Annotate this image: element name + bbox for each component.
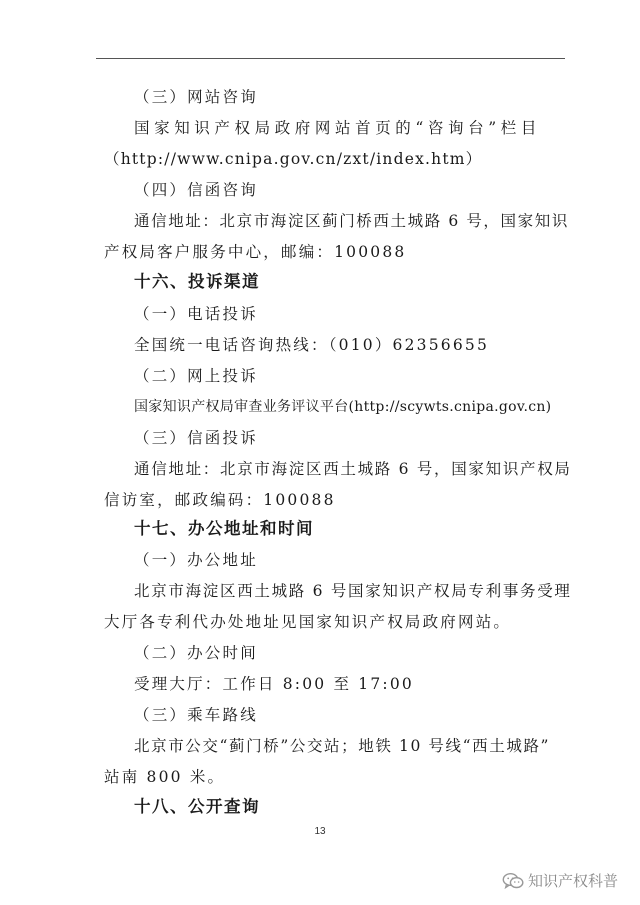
subheading-online-complaint: （二）网上投诉 xyxy=(134,367,258,385)
paragraph-line: 北京市海淀区西土城路 6 号国家知识产权局专利事务受理 xyxy=(134,582,572,600)
subheading-office-hours: （二）办公时间 xyxy=(134,644,258,662)
paragraph-line: 北京市公交“蓟门桥”公交站；地铁 10 号线“西土城路” xyxy=(134,737,551,755)
paragraph-line: 产权局客户服务中心，邮编：100088 xyxy=(104,243,407,261)
header-rule xyxy=(96,58,565,59)
watermark-text: 知识产权科普 xyxy=(527,872,618,890)
section-heading-16: 十六、投诉渠道 xyxy=(134,272,260,291)
paragraph-line-url: 国家知识产权局审查业务评议平台(http://scywts.cnipa.gov.cn) xyxy=(134,399,552,415)
section-heading-17: 十七、办公地址和时间 xyxy=(134,519,314,538)
paragraph-line: 受理大厅：工作日 8:00 至 17:00 xyxy=(134,675,414,693)
subheading-letter-consult: （四）信函咨询 xyxy=(134,181,258,199)
subheading-website-consult: （三）网站咨询 xyxy=(134,88,258,106)
subheading-transport: （三）乘车路线 xyxy=(134,706,258,724)
section-heading-18: 十八、公开查询 xyxy=(134,797,260,816)
paragraph-line: 通信地址：北京市海淀区西土城路 6 号，国家知识产权局 xyxy=(134,460,572,478)
subheading-office-address: （一）办公地址 xyxy=(134,551,258,569)
paragraph-line: 通信地址：北京市海淀区蓟门桥西土城路 6 号，国家知识 xyxy=(134,212,569,230)
subheading-phone-complaint: （一）电话投诉 xyxy=(134,305,258,323)
paragraph-line: 大厅各专利代办处地址见国家知识产权局政府网站。 xyxy=(104,613,512,631)
subheading-letter-complaint: （三）信函投诉 xyxy=(134,429,258,447)
paragraph-line: 站南 800 米。 xyxy=(104,768,226,786)
paragraph-line: 全国统一电话咨询热线：（010）62356655 xyxy=(134,336,490,354)
page-number: 13 xyxy=(314,826,326,837)
paragraph-line: 国家知识产权局政府网站首页的“咨询台”栏目 xyxy=(134,119,541,137)
watermark xyxy=(502,870,618,891)
paragraph-line-url: （http://www.cnipa.gov.cn/zxt/index.htm） xyxy=(104,150,483,168)
wechat-icon xyxy=(502,872,524,890)
paragraph-line: 信访室，邮政编码：100088 xyxy=(104,491,336,509)
